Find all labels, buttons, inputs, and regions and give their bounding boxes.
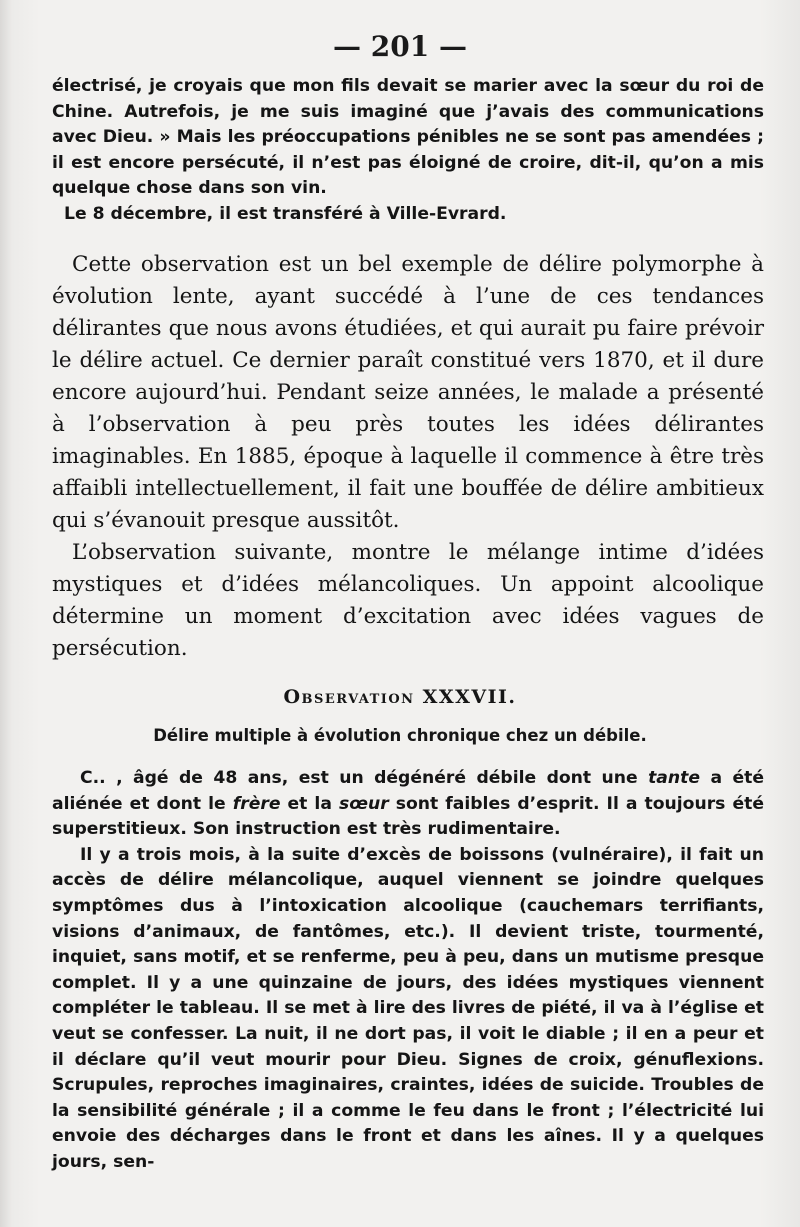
commentary-paragraph-1: Cette observation est un bel exemple de délire polymorphe à évolution lente, ayant succédé à l’une de ces tendances délirantes que nous avons étudiées, et qui aurait pu faire prévoir le délire actuel. Ce dernier paraît constitué vers 1870, et il dure encore aujourd’hui. Pendant seize années, le malade a présenté à l’observation à peu près toutes les idées délirantes imaginables. En 1885, époque à laquelle il commence à être très affaibli intellectuellement, il fait une bouffée de délire ambitieux qui s’évanouit presque aussitôt. bbox=[52, 252, 764, 533]
transfer-paragraph: Le 8 décembre, il est transféré à Ville-Evrard. bbox=[64, 203, 507, 224]
observation-p1-text-d: sont faibles d’esprit. Il a toujours été superstitieux. Son instruction est très rudimentaire. bbox=[52, 793, 764, 840]
observation-paragraph-2: Il y a trois mois, à la suite d’excès de boissons (vulnéraire), il fait un accès de délire mélancolique, auquel viennent se joindre quelques symptômes dus à l’intoxication alcoolique (cauchemars terrifiants, visions d’animaux, de fantômes, etc.). Il devient triste, tourmenté, inquiet, sans motif, et se renferme, peu à peu, dans un mutisme presque complet. Il y a une quinzaine de jours, des idées mystiques viennent compléter le tableau. Il se met à lire des livres de piété, il va à l’église et veut se confesser. La nuit, il ne dort pas, il voit le diable ; il en a peur et il déclare qu’il veut mourir pour Dieu. Signes de croix, génuflexions. Scrupules, reproches imaginaires, craintes, idées de suicide. Troubles de la sensibilité générale ; il a comme le feu dans le front ; l’électricité lui envoie des décharges dans le front et dans les aînes. Il y a quelques jours, sen- bbox=[52, 844, 764, 1172]
commentary-block bbox=[52, 249, 764, 665]
commentary-paragraph-2: L’observation suivante, montre le mélange intime d’idées mystiques et d’idées mélancoliques. Un appoint alcoolique détermine un moment d’excitation avec idées vagues de persécution. bbox=[52, 540, 764, 661]
observation-heading-word: Observation bbox=[283, 686, 415, 708]
italic-soeur: sœur bbox=[338, 793, 389, 814]
observation-heading-number: XXXVII. bbox=[422, 686, 517, 708]
case-continuation-block bbox=[52, 74, 764, 228]
italic-tante: tante bbox=[648, 768, 701, 788]
italic-frere: frère bbox=[232, 793, 281, 814]
observation-p1-text-a: C.. , âgé de 48 ans, est un dégénéré débile dont une bbox=[80, 768, 649, 788]
observation-p1-text-c: et la bbox=[280, 793, 339, 814]
observation-body bbox=[52, 766, 764, 1176]
case-continuation-paragraph: électrisé, je croyais que mon fils devait se marier avec la sœur du roi de Chine. Autrefois, je me suis imaginé que j’avais des communications avec Dieu. » Mais les préoccupations pénibles ne se sont pas amendées ; il est encore persécuté, il n’est pas éloigné de croire, dit-il, qu’on a mis quelque chose dans son vin. bbox=[52, 76, 764, 199]
observation-heading bbox=[0, 686, 800, 708]
observation-paragraph-1 bbox=[52, 766, 764, 843]
observation-p1-text-b: a été aliénée et dont le bbox=[52, 768, 764, 814]
observation-subtitle: Délire multiple à évolution chronique chez un débile. bbox=[153, 726, 647, 745]
page-number: — 201 — bbox=[333, 30, 467, 63]
